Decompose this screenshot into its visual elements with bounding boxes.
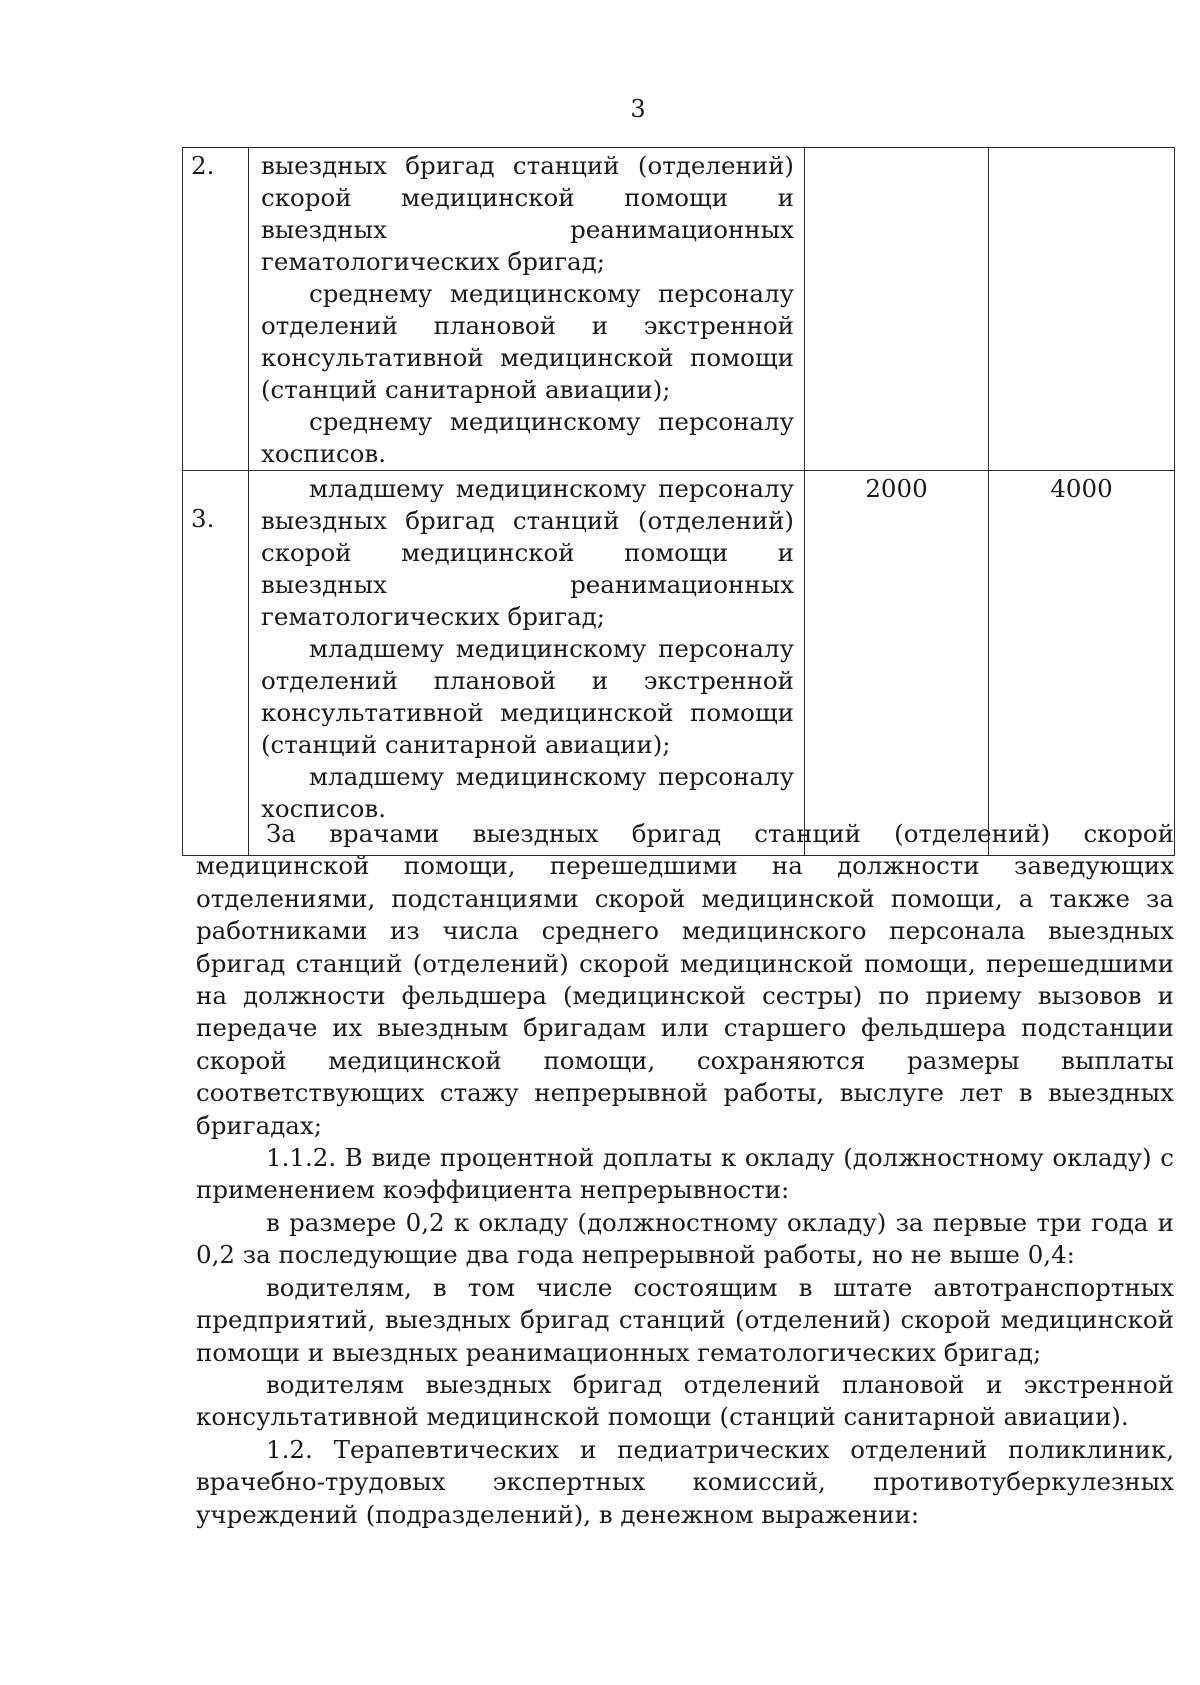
value-cell-b: 4000 [989,471,1175,856]
row-paragraph: среднему медицинскому персоналу отделений плановой и экстренной консультативной медицинской помощи (станций санитарной авиации); [261,279,794,404]
row-description [249,148,805,471]
row-paragraph: младшему медицинскому персоналу отделений плановой и экстренной консультативной медицинской помощи (станций санитарной авиации); [261,634,794,759]
row-description [249,471,805,856]
table-row [183,471,1175,856]
table-row [183,148,1175,471]
body-paragraph: в размере 0,2 к окладу (должностному окладу) за первые три года и 0,2 за последующие два года непрерывной работы, но не выше 0,4: [196,1207,1174,1270]
row-number: 2. [183,148,249,471]
body-paragraph: водителям выездных бригад отделений плановой и экстренной консультативной медицинской помощи (станций санитарной авиации). [196,1369,1174,1432]
row-paragraph: младшему медицинскому персоналу хосписов. [261,762,794,823]
row-paragraph: среднему медицинскому персоналу хосписов. [261,407,794,468]
row-number: 3. [183,471,249,856]
value-cell-a [805,148,989,471]
row-paragraph: младшему медицинскому персоналу выездных бригад станций (отделений) скорой медицинской помощи и выездных реанимационных гематологических бригад; [261,474,794,631]
body-paragraph: водителям, в том числе состоящим в штате автотранспортных предприятий, выездных бригад станций (отделений) скорой медицинской помощи и выездных реанимационных гематологических бригад; [196,1272,1174,1367]
body-paragraph: 1.2. Терапевтических и педиатрических отделений поликлиник, врачебно-трудовых экспертных комиссий, противотуберкулезных учреждений (подразделений), в денежном выражении: [196,1434,1174,1529]
body-text [196,818,1174,1531]
row-paragraph: выездных бригад станций (отделений) скорой медицинской помощи и выездных реанимационных гематологических бригад; [261,151,794,276]
value-cell-b [989,148,1175,471]
body-paragraph: За врачами выездных бригад станций (отделений) скорой медицинской помощи, перешедшими на должности заведующих отделениями, подстанциями скорой медицинской помощи, а также за работниками из числа среднего медицинского персонала выездных бригад станций (отделений) скорой медицинской помощи, перешедшими на должности фельдшера (медицинской сестры) по приему вызовов и передаче их выездным бригадам или старшего фельдшера подстанции скорой медицинской помощи, сохраняются размеры выплаты соответствующих стажу непрерывной работы, выслуге лет в выездных бригадах; [196,819,1174,1140]
body-paragraph: 1.1.2. В виде процентной доплаты к окладу (должностному окладу) с применением коэффициента непрерывности: [196,1143,1174,1205]
value-cell-a: 2000 [805,471,989,856]
allowance-table [182,147,1175,856]
page-number: 3 [630,95,646,123]
